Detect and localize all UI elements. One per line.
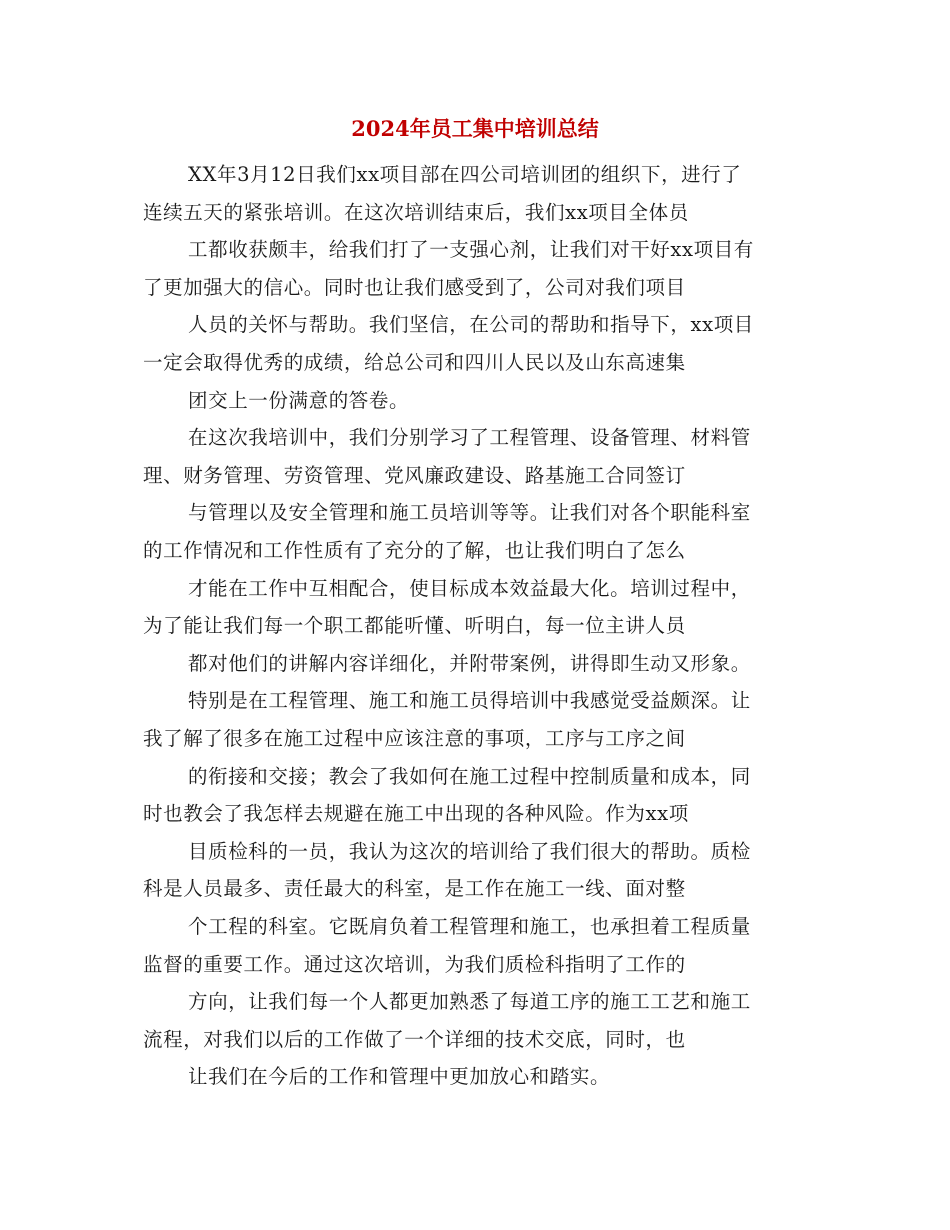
- text-line: 监督的重要工作。通过这次培训，为我们质检科指明了工作的: [143, 952, 686, 976]
- text-line: 为了能让我们每一个职工都能听懂、听明白，每一位主讲人员: [143, 614, 686, 638]
- text-line: 工都收获颇丰，给我们打了一支强心剂，让我们对干好xx项目有: [188, 238, 754, 262]
- text-line: 流程，对我们以后的工作做了一个详细的技术交底，同时，也: [143, 1027, 686, 1051]
- text-line: 方向，让我们每一个人都更加熟悉了每道工序的施工工艺和施工: [188, 990, 751, 1014]
- text-line: 我了解了很多在施工过程中应该注意的事项，工序与工序之间: [143, 727, 686, 750]
- text-line: 的工作情况和工作性质有了充分的了解，也让我们明白了怎么: [143, 539, 686, 562]
- document-title: 2024年员工集中培训总结: [351, 116, 599, 141]
- text-line: XX年3月12日我们xx项目部在四公司培训团的组织下，进行了: [188, 163, 742, 186]
- text-line: 目质检科的一员，我认为这次的培训给了我们很大的帮助。质检: [188, 839, 751, 863]
- text-line: 让我们在今后的工作和管理中更加放心和踏实。: [188, 1065, 611, 1089]
- text-line: 个工程的科室。它既肩负着工程管理和施工，也承担着工程质量: [188, 915, 751, 938]
- text-line: 科是人员最多、责任最大的科室，是工作在施工一线、面对整: [143, 877, 686, 901]
- text-line: 与管理以及安全管理和施工员培训等等。让我们对各个职能科室: [188, 501, 751, 525]
- text-line: 时也教会了我怎样去规避在施工中出现的各种风险。作为xx项: [143, 802, 689, 826]
- text-line: 理、财务管理、劳资管理、党风廉政建设、路基施工合同签订: [143, 463, 686, 487]
- text-line: 人员的关怀与帮助。我们坚信，在公司的帮助和指导下，xx项目: [188, 313, 754, 337]
- text-line: 的衔接和交接；教会了我如何在施工过程中控制质量和成本，同: [188, 764, 751, 788]
- text-line: 特别是在工程管理、施工和施工员得培训中我感觉受益颇深。让: [188, 689, 751, 713]
- text-line: 连续五天的紧张培训。在这次培训结束后，我们xx项目全体员: [143, 200, 689, 224]
- text-line: 在这次我培训中，我们分别学习了工程管理、设备管理、材料管: [188, 426, 751, 450]
- text-line: 都对他们的讲解内容详细化，并附带案例，讲得即生动又形象。: [188, 651, 751, 675]
- text-line: 才能在工作中互相配合，使目标成本效益最大化。培训过程中，: [188, 576, 751, 600]
- text-line: 了更加强大的信心。同时也让我们感受到了，公司对我们项目: [143, 275, 686, 299]
- text-line: 团交上一份满意的答卷。: [188, 388, 410, 412]
- text-line: 一定会取得优秀的成绩，给总公司和四川人民以及山东高速集: [143, 351, 686, 374]
